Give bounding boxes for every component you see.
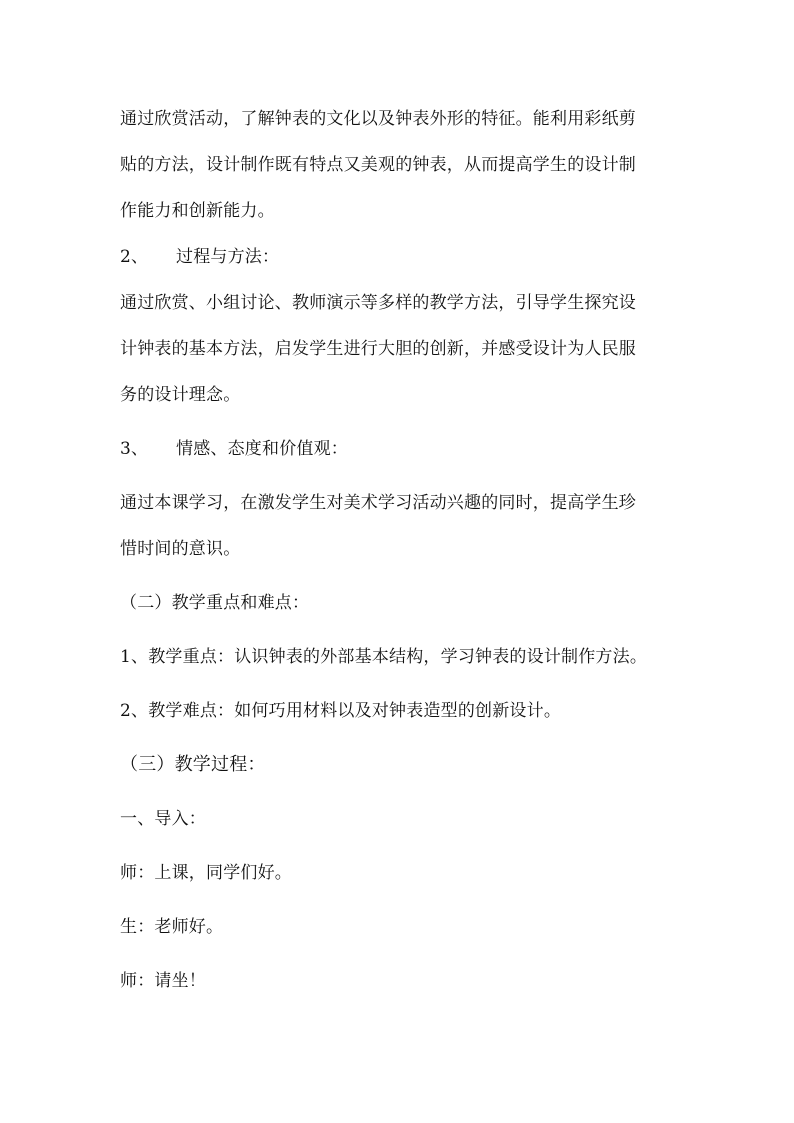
emotion-text-line-2: 惜时间的意识。 xyxy=(120,539,241,559)
goal-text-line-3: 作能力和创新能力。 xyxy=(120,201,275,221)
key-point-item: 1、教学重点：认识钟表的外部基本结构，学习钟表的设计制作方法。 xyxy=(120,647,648,667)
heading-text: 过程与方法： xyxy=(176,247,280,267)
dialogue-line-3: 师：请坐！ xyxy=(120,971,206,991)
process-text-line-1: 通过欣赏、小组讨论、教师演示等多样的教学方法，引导学生探究设 xyxy=(120,293,636,313)
dialogue-line-1: 师：上课，同学们好。 xyxy=(120,863,292,883)
heading-emotion-values xyxy=(120,437,680,461)
heading-number: 2、 xyxy=(120,247,149,267)
emotion-text-line-1: 通过本课学习，在激发学生对美术学习活动兴趣的同时，提高学生珍 xyxy=(120,493,636,513)
section-key-difficult-points: （二）教学重点和难点： xyxy=(120,593,310,613)
goal-text-line-1: 通过欣赏活动，了解钟表的文化以及钟表外形的特征。能利用彩纸剪 xyxy=(120,109,636,129)
process-text-line-3: 务的设计理念。 xyxy=(120,385,241,405)
heading-number: 3、 xyxy=(120,439,149,459)
process-text-line-2: 计钟表的基本方法，启发学生进行大胆的创新，并感受设计为人民服 xyxy=(120,339,636,359)
difficult-point-item: 2、教学难点：如何巧用材料以及对钟表造型的创新设计。 xyxy=(120,701,562,721)
goal-text-line-2: 贴的方法，设计制作既有特点又美观的钟表，从而提高学生的设计制 xyxy=(120,155,636,175)
section-teaching-process: （三）教学过程： xyxy=(120,754,266,775)
subsection-introduction: 一、导入： xyxy=(120,809,206,829)
heading-process-method xyxy=(120,245,680,269)
heading-text: 情感、态度和价值观： xyxy=(176,439,348,459)
dialogue-line-2: 生：老师好。 xyxy=(120,917,224,937)
